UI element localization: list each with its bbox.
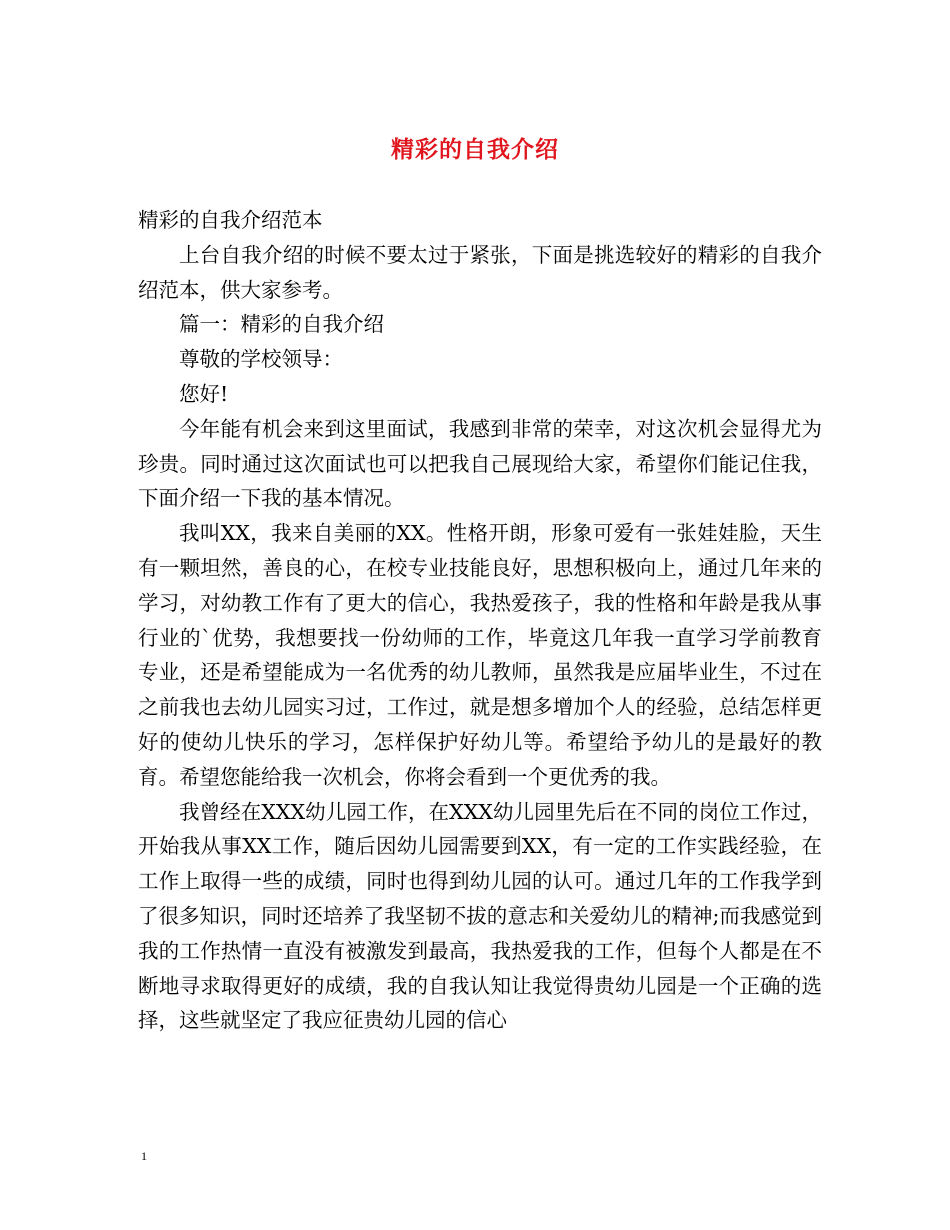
- salutation: 尊敬的学校领导：: [179, 347, 343, 372]
- body-paragraph: 今年能有机会来到这里面试，我感到非常的荣幸，对这次机会显得尤为珍贵。同时通过这次面试也可以把我自己展现给大家，希望你们能记住我，下面介绍一下我的基本情况。: [138, 416, 822, 511]
- document-body: [138, 203, 822, 1038]
- page-number: 1: [141, 1149, 147, 1163]
- greeting: 您好!: [179, 381, 229, 406]
- section-heading: 篇一：精彩的自我介绍: [179, 312, 384, 337]
- document-subtitle: 精彩的自我介绍范本: [138, 208, 323, 232]
- body-paragraph: 我叫XX，我来自美丽的XX。性格开朗，形象可爱有一张娃娃脸，天生有一颗坦然，善良的心，在校专业技能良好，思想积极向上，通过几年来的学习，对幼教工作有了更大的信心，我热爱孩子，我的性格和年龄是我从事行业的`优势，我想要找一份幼师的工作，毕竟这几年我一直学习学前教育专业，还是希望能成为一名优秀的幼儿教师，虽然我是应届毕业生，不过在之前我也去幼儿园实习过，工作过，就是想多增加个人的经验，总结怎样更好的使幼儿快乐的学习，怎样保护好幼儿等。希望给予幼儿的是最好的教育。希望您能给我一次机会，你将会看到一个更优秀的我。: [138, 521, 822, 789]
- intro-paragraph: 上台自我介绍的时候不要太过于紧张，下面是挑选较好的精彩的自我介绍范本，供大家参考。: [138, 242, 822, 302]
- body-paragraph: 我曾经在XXX幼儿园工作，在XXX幼儿园里先后在不同的岗位工作过，开始我从事XX工作，随后因幼儿园需要到XX，有一定的工作实践经验，在工作上取得一些的成绩，同时也得到幼儿园的认可。通过几年的工作我学到了很多知识，同时还培养了我坚韧不拔的意志和关爱幼儿的精神;而我感觉到我的工作热情一直没有被激发到最高，我热爱我的工作，但每个人都是在不断地寻求取得更好的成绩，我的自我认知让我觉得贵幼儿园是一个正确的选择，这些就坚定了我应征贵幼儿园的信心: [138, 799, 822, 1033]
- document-title: 精彩的自我介绍: [391, 136, 559, 163]
